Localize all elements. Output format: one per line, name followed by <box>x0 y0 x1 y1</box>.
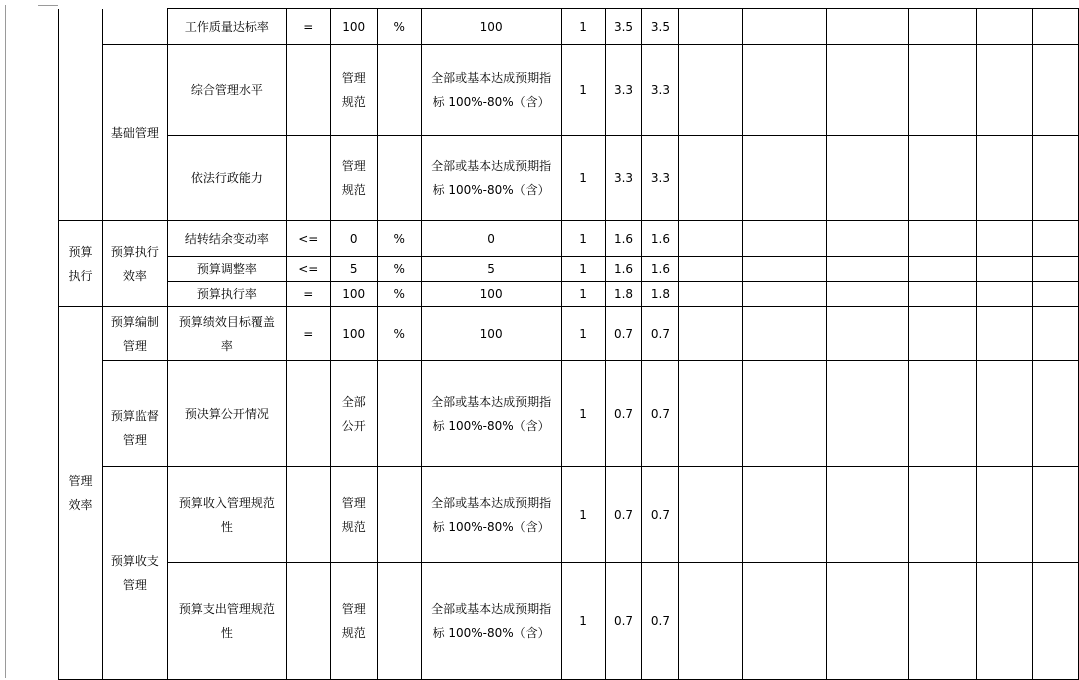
score-cell: 0.7 <box>605 361 642 467</box>
symbol-cell <box>286 467 330 563</box>
standard-cell: 全部或基本达成预期指标 100%-80%（含） <box>421 136 561 221</box>
standard-cell: 100 <box>421 9 561 45</box>
unit-cell: % <box>377 307 421 361</box>
target-cell: 全部公开 <box>330 361 377 467</box>
weight-cell: 1 <box>561 467 605 563</box>
empty-cell <box>827 563 909 680</box>
empty-cell <box>679 45 743 136</box>
empty-cell <box>679 257 743 282</box>
standard-cell: 全部或基本达成预期指标 100%-80%（含） <box>421 563 561 680</box>
empty-cell <box>977 45 1033 136</box>
empty-cell <box>679 136 743 221</box>
empty-cell <box>679 282 743 307</box>
weight-cell: 1 <box>561 257 605 282</box>
actual-score-cell: 1.6 <box>642 257 679 282</box>
table-row <box>59 9 1079 45</box>
indicator-cell: 预算调整率 <box>167 257 286 282</box>
level2-basic-management: 基础管理 <box>102 45 167 221</box>
symbol-cell: <= <box>286 221 330 257</box>
empty-cell <box>827 221 909 257</box>
actual-score-cell: 0.7 <box>642 361 679 467</box>
table-row <box>59 257 1079 282</box>
level2-budget-revenue-expenditure-management: 预算收支管理 <box>102 467 167 680</box>
score-cell: 3.3 <box>605 45 642 136</box>
target-cell: 管理规范 <box>330 563 377 680</box>
actual-score-cell: 0.7 <box>642 467 679 563</box>
empty-cell <box>743 467 827 563</box>
symbol-cell: = <box>286 307 330 361</box>
target-cell: 100 <box>330 282 377 307</box>
unit-cell: % <box>377 9 421 45</box>
empty-cell <box>977 467 1033 563</box>
empty-cell <box>977 9 1033 45</box>
empty-cell <box>743 361 827 467</box>
table-row <box>59 467 1079 563</box>
empty-cell <box>909 307 977 361</box>
empty-cell <box>827 136 909 221</box>
level1-cell-empty <box>59 9 103 221</box>
score-cell: 1.6 <box>605 257 642 282</box>
empty-cell <box>1032 221 1078 257</box>
empty-cell <box>977 136 1033 221</box>
weight-cell: 1 <box>561 282 605 307</box>
empty-cell <box>977 221 1033 257</box>
empty-cell <box>909 221 977 257</box>
empty-cell <box>679 307 743 361</box>
empty-cell <box>977 563 1033 680</box>
empty-cell <box>743 563 827 680</box>
score-cell: 3.5 <box>605 9 642 45</box>
actual-score-cell: 1.8 <box>642 282 679 307</box>
actual-score-cell: 3.3 <box>642 45 679 136</box>
unit-cell: % <box>377 221 421 257</box>
table-row <box>59 361 1079 467</box>
empty-cell <box>1032 563 1078 680</box>
unit-cell <box>377 361 421 467</box>
empty-cell <box>743 9 827 45</box>
unit-cell: % <box>377 282 421 307</box>
empty-cell <box>909 9 977 45</box>
level2-budget-preparation-management: 预算编制管理 <box>102 307 167 361</box>
target-cell: 5 <box>330 257 377 282</box>
level2-budget-execution-efficiency: 预算执行效率 <box>102 221 167 307</box>
table-row <box>59 563 1079 680</box>
standard-cell: 全部或基本达成预期指标 100%-80%（含） <box>421 467 561 563</box>
empty-cell <box>743 136 827 221</box>
table-row <box>59 307 1079 361</box>
standard-cell: 全部或基本达成预期指标 100%-80%（含） <box>421 361 561 467</box>
empty-cell <box>743 307 827 361</box>
table-row <box>59 282 1079 307</box>
indicator-cell: 预算绩效目标覆盖率 <box>167 307 286 361</box>
target-cell: 100 <box>330 307 377 361</box>
empty-cell <box>1032 136 1078 221</box>
unit-cell <box>377 45 421 136</box>
empty-cell <box>909 136 977 221</box>
empty-cell <box>909 467 977 563</box>
table-row <box>59 136 1079 221</box>
symbol-cell <box>286 361 330 467</box>
indicator-cell: 预算执行率 <box>167 282 286 307</box>
indicator-cell: 预算支出管理规范性 <box>167 563 286 680</box>
empty-cell <box>679 9 743 45</box>
empty-cell <box>909 563 977 680</box>
standard-cell: 100 <box>421 307 561 361</box>
weight-cell: 1 <box>561 563 605 680</box>
empty-cell <box>827 45 909 136</box>
empty-cell <box>827 467 909 563</box>
indicator-cell: 依法行政能力 <box>167 136 286 221</box>
symbol-cell: <= <box>286 257 330 282</box>
empty-cell <box>827 307 909 361</box>
table-row <box>59 221 1079 257</box>
empty-cell <box>827 282 909 307</box>
unit-cell: % <box>377 257 421 282</box>
performance-indicator-table <box>58 8 1079 680</box>
empty-cell <box>909 361 977 467</box>
empty-cell <box>679 361 743 467</box>
empty-cell <box>1032 467 1078 563</box>
symbol-cell <box>286 136 330 221</box>
empty-cell <box>827 9 909 45</box>
left-margin-rule <box>5 5 6 678</box>
unit-cell <box>377 136 421 221</box>
top-margin-rule <box>38 5 58 6</box>
symbol-cell: = <box>286 282 330 307</box>
empty-cell <box>977 361 1033 467</box>
weight-cell: 1 <box>561 361 605 467</box>
actual-score-cell: 1.6 <box>642 221 679 257</box>
standard-cell: 0 <box>421 221 561 257</box>
empty-cell <box>1032 257 1078 282</box>
level2-cell-empty <box>102 9 167 45</box>
empty-cell <box>743 221 827 257</box>
score-cell: 0.7 <box>605 563 642 680</box>
weight-cell: 1 <box>561 45 605 136</box>
empty-cell <box>977 257 1033 282</box>
score-cell: 1.8 <box>605 282 642 307</box>
symbol-cell <box>286 45 330 136</box>
target-cell: 管理规范 <box>330 45 377 136</box>
indicator-cell: 预算收入管理规范性 <box>167 467 286 563</box>
weight-cell: 1 <box>561 307 605 361</box>
weight-cell: 1 <box>561 221 605 257</box>
empty-cell <box>1032 9 1078 45</box>
empty-cell <box>977 282 1033 307</box>
score-cell: 0.7 <box>605 307 642 361</box>
target-cell: 0 <box>330 221 377 257</box>
empty-cell <box>1032 282 1078 307</box>
indicator-cell: 综合管理水平 <box>167 45 286 136</box>
standard-cell: 5 <box>421 257 561 282</box>
empty-cell <box>679 467 743 563</box>
actual-score-cell: 0.7 <box>642 563 679 680</box>
actual-score-cell: 3.3 <box>642 136 679 221</box>
empty-cell <box>679 221 743 257</box>
empty-cell <box>827 361 909 467</box>
empty-cell <box>1032 307 1078 361</box>
unit-cell <box>377 467 421 563</box>
standard-cell: 全部或基本达成预期指标 100%-80%（含） <box>421 45 561 136</box>
actual-score-cell: 3.5 <box>642 9 679 45</box>
target-cell: 管理规范 <box>330 136 377 221</box>
empty-cell <box>743 282 827 307</box>
empty-cell <box>909 282 977 307</box>
level1-management-efficiency: 管理效率 <box>59 307 103 680</box>
empty-cell <box>827 257 909 282</box>
indicator-cell: 预决算公开情况 <box>167 361 286 467</box>
level2-budget-supervision-management: 预算监督管理 <box>102 361 167 467</box>
unit-cell <box>377 563 421 680</box>
weight-cell: 1 <box>561 136 605 221</box>
weight-cell: 1 <box>561 9 605 45</box>
empty-cell <box>909 45 977 136</box>
empty-cell <box>743 257 827 282</box>
target-cell: 100 <box>330 9 377 45</box>
table-row <box>59 45 1079 136</box>
standard-cell: 100 <box>421 282 561 307</box>
score-cell: 0.7 <box>605 467 642 563</box>
empty-cell <box>1032 361 1078 467</box>
score-cell: 1.6 <box>605 221 642 257</box>
symbol-cell: = <box>286 9 330 45</box>
empty-cell <box>909 257 977 282</box>
symbol-cell <box>286 563 330 680</box>
level1-budget-execution: 预算执行 <box>59 221 103 307</box>
score-cell: 3.3 <box>605 136 642 221</box>
empty-cell <box>1032 45 1078 136</box>
target-cell: 管理规范 <box>330 467 377 563</box>
indicator-cell: 工作质量达标率 <box>167 9 286 45</box>
indicator-cell: 结转结余变动率 <box>167 221 286 257</box>
empty-cell <box>977 307 1033 361</box>
actual-score-cell: 0.7 <box>642 307 679 361</box>
empty-cell <box>743 45 827 136</box>
empty-cell <box>679 563 743 680</box>
